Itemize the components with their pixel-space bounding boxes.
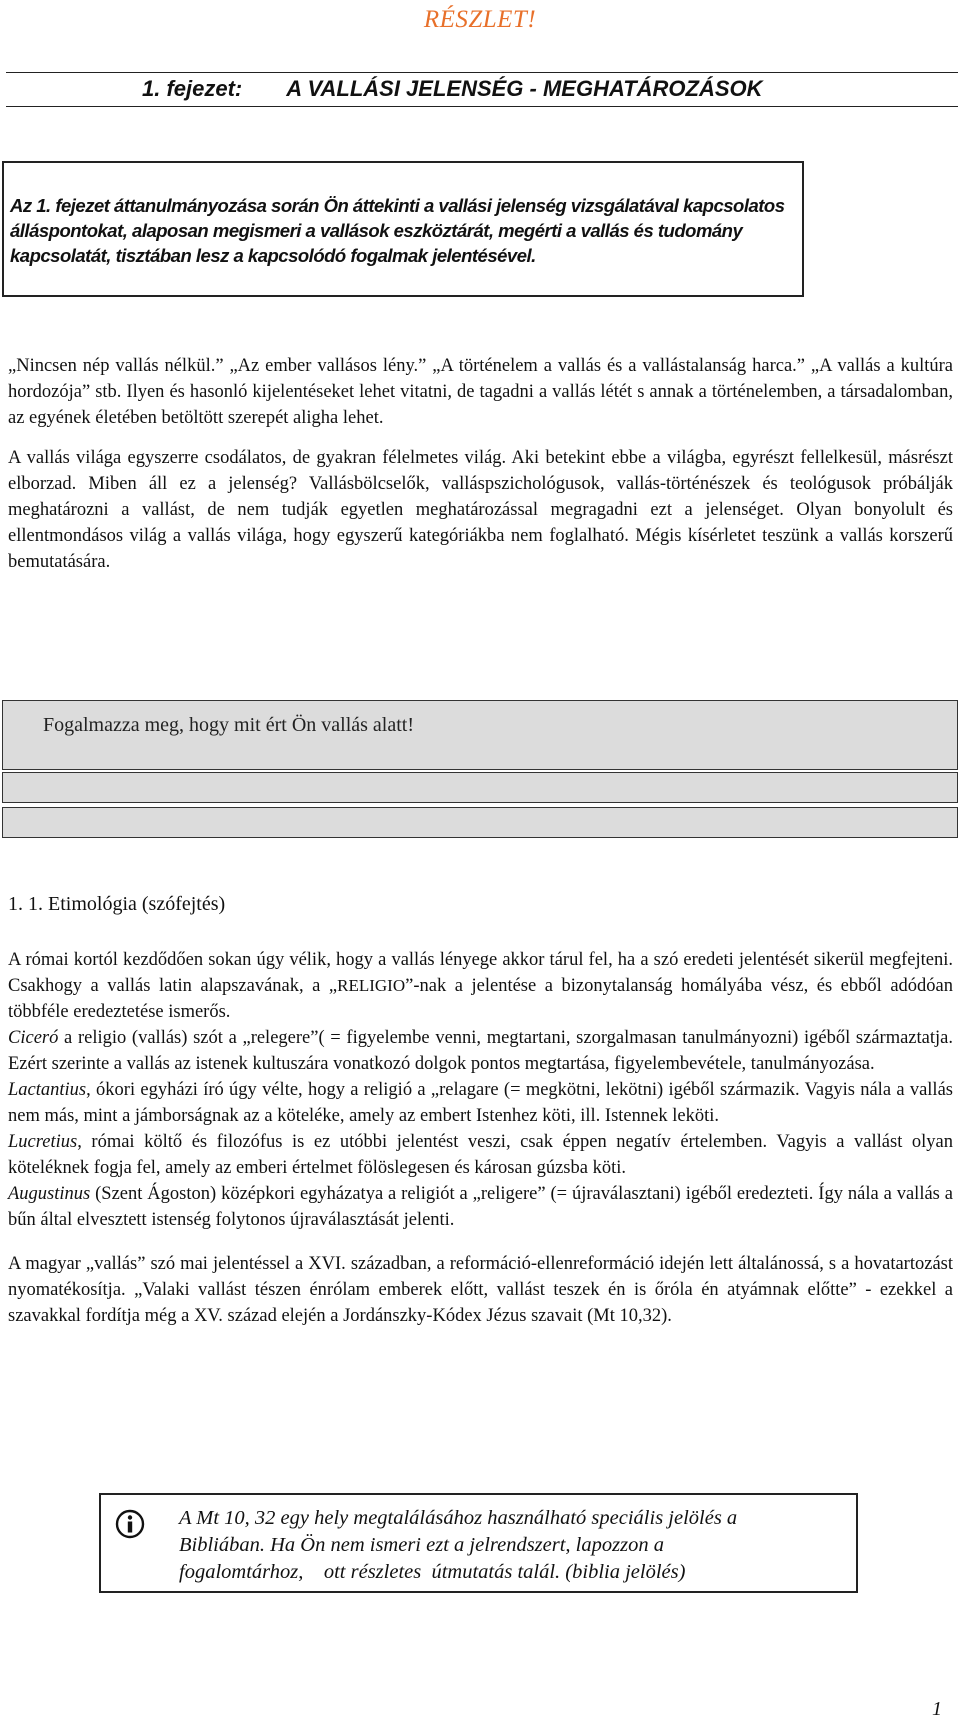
objective-text: Az 1. fejezet áttanulmányozása során Ön áttekinti a vallási jelenség vizsgálatával kapcsolatos álláspontokat, alaposan megismeri a vallások eszköztárát, megérti a vallás és tudomány kapcsolatát, tisztában lesz a kapcsolódó fogalmak jelentésével. — [10, 195, 785, 266]
top-rule — [6, 72, 958, 73]
etymology-text-a: A római kortól kezdődően sokan úgy vélik, hogy a vallás lényege akkor tárul fel, ha a szó eredeti jelentését sikerül megfejteni. Csakhogy a vallás latin alapszavának, a „ — [8, 950, 953, 996]
lactantius-paragraph — [8, 1077, 953, 1129]
religio-term: RELIGIO — [337, 976, 406, 995]
cicero-name: Ciceró — [8, 1028, 59, 1048]
note-text — [179, 1505, 849, 1586]
note-line-2: Bibliában. Ha Ön nem ismeri ezt a jelrendszert, lapozzon a — [179, 1534, 664, 1556]
section-heading: 1. 1. Etimológia (szófejtés) — [8, 893, 226, 915]
etymology-text-b: ”-nak a jelentése a bizonytalanság homályába vész, és ebből adódóan többféle eredeztetése ismerős. — [8, 976, 953, 1022]
hungarian-paragraph: A magyar „vallás” szó mai jelentéssel a XVI. században, a reformáció-ellenreformáció idején lett általánossá, s a hovatartozást nyomatékosítja. „Valaki vallást tészen énrólam emberek előtt, vallást teszek én is őróla én atyámnak előtte” - ezekkel a szavakkal fordítja még a XV. század elején a Jordánszky-Kódex Jézus szavait (Mt 10,32). — [8, 1254, 953, 1326]
exercise-answer-line-2[interactable] — [2, 807, 958, 838]
note-box — [99, 1493, 858, 1593]
cicero-text: a religio (vallás) szót a „relegere”( = figyelembe venni, megtartani, szorgalmasan tanulmányozni) igéből származtatja. Ezért szerinte a vallás az istenek kultuszára vonatkozó dolgok pontos megtartása, figyelembevétele, tanulmányozása. — [8, 1028, 953, 1074]
intro-paragraph-1: „Nincsen nép vallás nélkül.” „Az ember vallásos lény.” „A történelem a vallás és a vallástalanság harca.” „A vallás a kultúra hordozója” stb. Ilyen és hasonló kijelentéseket lehet vitatni, de tagadni a vallás létét s annak a történelemben, a társadalomban, az egyének életében betöltött szerepét aligha lehet. — [8, 356, 953, 428]
bottom-rule — [6, 106, 958, 107]
chapter-number: 1. fejezet: — [142, 76, 243, 101]
lactantius-name: Lactantius — [8, 1080, 87, 1100]
intro-section — [8, 353, 953, 575]
augustinus-text: (Szent Ágoston) középkori egyházatya a religiót a „religere” (= újraválasztani) igéből eredezteti. Így nála a vallás a bűn által elvesztett istenség folytonos újraválasztását jelenti. — [8, 1184, 953, 1230]
page-number: 1 — [932, 1698, 942, 1720]
lucretius-text: , római költő és filozófus is ez utóbbi jelentést veszi, csak éppen negatív értelemben. Vagyis a vallást olyan köteléknek fogja fel, amely az emberi értelmet fölöslegesen és károsan gúzsba köti. — [8, 1132, 953, 1178]
objective-box — [2, 161, 804, 297]
info-icon — [115, 1509, 145, 1539]
lactantius-text: , ókori egyházi író úgy vélte, hogy a religió a „relagare (= megkötni, lekötni) igéből származik. Vagyis nála a vallás nem más, mint a jámborságnak az a köteléke, amely az embert Istenhez köti, ill. Istennek leköti. — [8, 1080, 953, 1126]
exercise-answer-line-1[interactable] — [2, 772, 958, 803]
etymology-section — [8, 947, 953, 1329]
excerpt-label: RÉSZLET! — [423, 6, 537, 33]
chapter-heading — [142, 76, 763, 102]
etymology-paragraph — [8, 947, 953, 1025]
note-line-3: fogalomtárhoz, ott részletes útmutatás talál. (biblia jelölés) — [179, 1561, 686, 1583]
intro-paragraph-2: A vallás világa egyszerre csodálatos, de gyakran félelmetes világ. Aki betekint ebbe a világba, egyrészt fellelkesül, másrészt elborzad. Miben áll ez a jelenség? Vallásbölcselők, valláspszichológusok, vallás-történészek és teológusok próbálják meghatározni a vallást, de nem tudják egyetlen meghatározással megragadni ezt a jelenséget. Olyan bonyolult és ellentmondásos világ a vallás világa, hogy egyszerű kategóriákba nem foglalható. Mégis kísérletet teszünk a vallás korszerű bemutatására. — [8, 448, 953, 572]
augustinus-paragraph — [8, 1181, 953, 1233]
lucretius-paragraph — [8, 1129, 953, 1181]
exercise-prompt-row[interactable] — [2, 700, 958, 770]
note-line-1: A Mt 10, 32 egy hely megtalálásához használható speciális jelölés a — [179, 1507, 738, 1529]
chapter-title: A VALLÁSI JELENSÉG - MEGHATÁROZÁSOK — [286, 76, 763, 101]
exercise-box — [2, 700, 958, 838]
lucretius-name: Lucretius — [8, 1132, 78, 1152]
augustinus-name: Augustinus — [8, 1184, 91, 1204]
exercise-prompt: Fogalmazza meg, hogy mit ért Ön vallás alatt! — [43, 714, 414, 736]
cicero-paragraph — [8, 1025, 953, 1077]
